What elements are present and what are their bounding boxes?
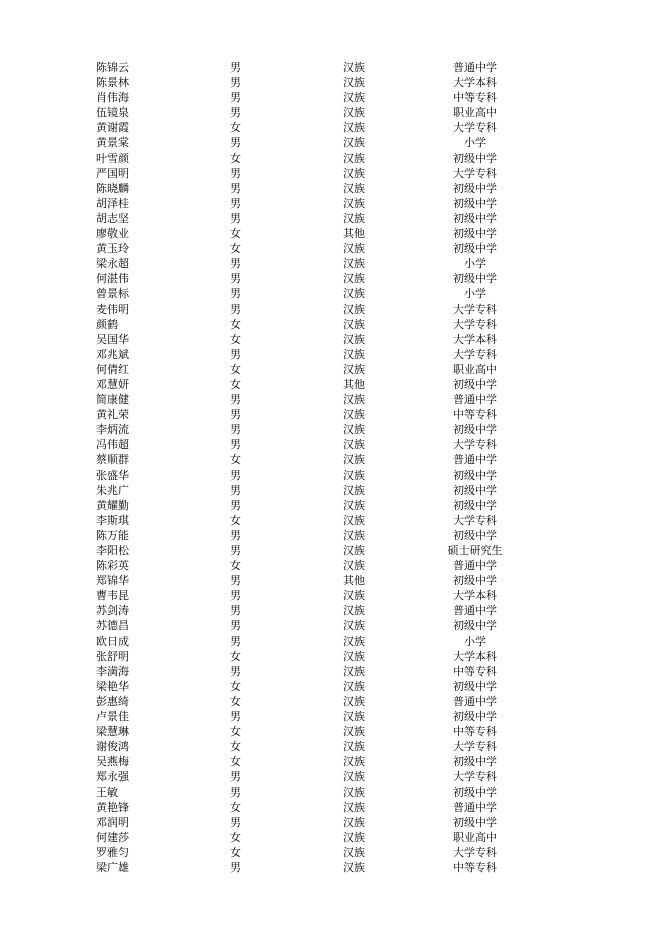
- ethnicity-cell: 汉族: [343, 106, 365, 120]
- gender-cell: 男: [230, 181, 241, 195]
- ethnicity-cell: 其他: [343, 377, 365, 391]
- name-cell: 苏剑涛: [96, 604, 129, 618]
- name-cell: 黄耀勤: [96, 498, 129, 512]
- name-cell: 胡志坚: [96, 211, 129, 225]
- education-cell: 中等专科: [453, 408, 497, 422]
- gender-cell: 男: [230, 619, 241, 633]
- gender-cell: 女: [230, 694, 241, 708]
- gender-cell: 女: [230, 830, 241, 844]
- ethnicity-cell: 汉族: [343, 755, 365, 769]
- ethnicity-cell: 汉族: [343, 770, 365, 784]
- ethnicity-cell: 汉族: [343, 740, 365, 754]
- gender-cell: 男: [230, 272, 241, 286]
- gender-cell: 男: [230, 860, 241, 874]
- ethnicity-cell: 汉族: [343, 483, 365, 497]
- ethnicity-cell: 汉族: [343, 393, 365, 407]
- gender-cell: 男: [230, 468, 241, 482]
- name-cell: 郑锦华: [96, 574, 129, 588]
- table-row: [0, 422, 662, 437]
- gender-cell: 女: [230, 845, 241, 859]
- education-cell: 中等专科: [453, 91, 497, 105]
- gender-cell: 男: [230, 166, 241, 180]
- name-cell: 彭惠绮: [96, 694, 129, 708]
- education-cell: 初级中学: [453, 211, 497, 225]
- table-row: [0, 271, 662, 286]
- gender-cell: 女: [230, 679, 241, 693]
- gender-cell: 女: [230, 453, 241, 467]
- table-row: [0, 468, 662, 483]
- gender-cell: 男: [230, 574, 241, 588]
- table-row: [0, 105, 662, 120]
- table-row: [0, 618, 662, 633]
- table-row: [0, 588, 662, 603]
- data-table: [0, 60, 662, 875]
- name-cell: 梁艳华: [96, 679, 129, 693]
- table-row: [0, 694, 662, 709]
- ethnicity-cell: 汉族: [343, 332, 365, 346]
- education-cell: 小学: [464, 634, 486, 648]
- table-row: [0, 649, 662, 664]
- name-cell: 陈景林: [96, 76, 129, 90]
- name-cell: 苏德昌: [96, 619, 129, 633]
- education-cell: 大学本科: [453, 649, 497, 663]
- ethnicity-cell: 其他: [343, 227, 365, 241]
- education-cell: 职业高中: [453, 106, 497, 120]
- education-cell: 大学专科: [453, 347, 497, 361]
- table-row: [0, 543, 662, 558]
- ethnicity-cell: 汉族: [343, 710, 365, 724]
- table-row: [0, 347, 662, 362]
- ethnicity-cell: 汉族: [343, 181, 365, 195]
- name-cell: 李阳松: [96, 544, 129, 557]
- education-cell: 中等专科: [453, 664, 497, 678]
- table-row: [0, 377, 662, 392]
- name-cell: 黄玉玲: [96, 242, 129, 256]
- ethnicity-cell: 汉族: [343, 347, 365, 361]
- ethnicity-cell: 汉族: [343, 619, 365, 633]
- gender-cell: 男: [230, 710, 241, 724]
- gender-cell: 男: [230, 347, 241, 361]
- ethnicity-cell: 汉族: [343, 242, 365, 256]
- education-cell: 初级中学: [453, 468, 497, 482]
- table-row: [0, 558, 662, 573]
- education-cell: 普通中学: [453, 694, 497, 708]
- name-cell: 邓兆斌: [96, 347, 129, 361]
- name-cell: 曾景标: [96, 287, 129, 301]
- ethnicity-cell: 汉族: [343, 815, 365, 829]
- table-row: [0, 362, 662, 377]
- education-cell: 大学专科: [453, 845, 497, 859]
- table-row: [0, 166, 662, 181]
- name-cell: 郑永强: [96, 770, 129, 784]
- gender-cell: 女: [230, 151, 241, 165]
- education-cell: 普通中学: [453, 559, 497, 573]
- gender-cell: 男: [230, 393, 241, 407]
- education-cell: 中等专科: [453, 860, 497, 874]
- gender-cell: 女: [230, 121, 241, 135]
- table-row: [0, 830, 662, 845]
- ethnicity-cell: 汉族: [343, 317, 365, 331]
- education-cell: 大学专科: [453, 302, 497, 316]
- table-row: [0, 860, 662, 875]
- name-cell: 邓润明: [96, 815, 129, 829]
- table-row: [0, 785, 662, 800]
- name-cell: 梁广雄: [96, 860, 129, 874]
- gender-cell: 女: [230, 377, 241, 391]
- name-cell: 何湛伟: [96, 272, 129, 286]
- education-cell: 初级中学: [453, 815, 497, 829]
- ethnicity-cell: 汉族: [343, 860, 365, 874]
- table-row: [0, 724, 662, 739]
- ethnicity-cell: 汉族: [343, 513, 365, 527]
- name-cell: 李斯琪: [96, 513, 129, 527]
- ethnicity-cell: 其他: [343, 574, 365, 588]
- gender-cell: 男: [230, 815, 241, 829]
- education-cell: 大学专科: [453, 513, 497, 527]
- table-row: [0, 513, 662, 528]
- ethnicity-cell: 汉族: [343, 76, 365, 90]
- ethnicity-cell: 汉族: [343, 272, 365, 286]
- gender-cell: 男: [230, 589, 241, 603]
- name-cell: 黄礼荣: [96, 408, 129, 422]
- education-cell: 初级中学: [453, 679, 497, 693]
- table-row: [0, 286, 662, 301]
- gender-cell: 女: [230, 242, 241, 256]
- education-cell: 初级中学: [453, 423, 497, 437]
- ethnicity-cell: 汉族: [343, 559, 365, 573]
- education-cell: 初级中学: [453, 498, 497, 512]
- name-cell: 简康健: [96, 393, 129, 407]
- gender-cell: 男: [230, 196, 241, 210]
- table-row: [0, 332, 662, 347]
- education-cell: 大学专科: [453, 317, 497, 331]
- gender-cell: 女: [230, 317, 241, 331]
- gender-cell: 女: [230, 513, 241, 527]
- table-row: [0, 75, 662, 90]
- ethnicity-cell: 汉族: [343, 61, 365, 74]
- education-cell: 初级中学: [453, 196, 497, 210]
- name-cell: 李満海: [96, 664, 129, 678]
- education-cell: 初级中学: [453, 377, 497, 391]
- name-cell: 梁慧琳: [96, 725, 129, 739]
- gender-cell: 男: [230, 423, 241, 437]
- gender-cell: 女: [230, 740, 241, 754]
- ethnicity-cell: 汉族: [343, 664, 365, 678]
- name-cell: 梁永超: [96, 257, 129, 271]
- gender-cell: 男: [230, 287, 241, 301]
- ethnicity-cell: 汉族: [343, 91, 365, 105]
- table-row: [0, 452, 662, 467]
- ethnicity-cell: 汉族: [343, 830, 365, 844]
- education-cell: 普通中学: [453, 453, 497, 467]
- table-row: [0, 211, 662, 226]
- gender-cell: 男: [230, 483, 241, 497]
- education-cell: 小学: [464, 287, 486, 301]
- table-row: [0, 437, 662, 452]
- name-cell: 陈晓麟: [96, 181, 129, 195]
- name-cell: 陈万能: [96, 528, 129, 542]
- name-cell: 伍镜泉: [96, 106, 129, 120]
- name-cell: 罗雅匀: [96, 845, 129, 859]
- ethnicity-cell: 汉族: [343, 136, 365, 150]
- gender-cell: 女: [230, 559, 241, 573]
- ethnicity-cell: 汉族: [343, 121, 365, 135]
- gender-cell: 男: [230, 106, 241, 120]
- table-row: [0, 60, 662, 75]
- name-cell: 张盛华: [96, 468, 129, 482]
- education-cell: 普通中学: [453, 393, 497, 407]
- education-cell: 初级中学: [453, 272, 497, 286]
- education-cell: 普通中学: [453, 604, 497, 618]
- table-row: [0, 407, 662, 422]
- name-cell: 何倩红: [96, 362, 129, 376]
- gender-cell: 男: [230, 770, 241, 784]
- gender-cell: 女: [230, 755, 241, 769]
- name-cell: 李炳流: [96, 423, 129, 437]
- gender-cell: 男: [230, 438, 241, 452]
- education-cell: 初级中学: [453, 227, 497, 241]
- ethnicity-cell: 汉族: [343, 785, 365, 799]
- table-row: [0, 634, 662, 649]
- education-cell: 大学专科: [453, 438, 497, 452]
- ethnicity-cell: 汉族: [343, 423, 365, 437]
- ethnicity-cell: 汉族: [343, 845, 365, 859]
- gender-cell: 女: [230, 800, 241, 814]
- education-cell: 大学专科: [453, 121, 497, 135]
- ethnicity-cell: 汉族: [343, 287, 365, 301]
- education-cell: 初级中学: [453, 483, 497, 497]
- education-cell: 初级中学: [453, 785, 497, 799]
- name-cell: 陈彩英: [96, 559, 129, 573]
- gender-cell: 男: [230, 211, 241, 225]
- education-cell: 小学: [464, 136, 486, 150]
- name-cell: 何建莎: [96, 830, 129, 844]
- name-cell: 张舒明: [96, 649, 129, 663]
- table-row: [0, 226, 662, 241]
- table-row: [0, 317, 662, 332]
- gender-cell: 男: [230, 76, 241, 90]
- table-row: [0, 845, 662, 860]
- ethnicity-cell: 汉族: [343, 211, 365, 225]
- table-row: [0, 241, 662, 256]
- ethnicity-cell: 汉族: [343, 649, 365, 663]
- education-cell: 初级中学: [453, 619, 497, 633]
- name-cell: 胡泽桂: [96, 196, 129, 210]
- education-cell: 中等专科: [453, 725, 497, 739]
- gender-cell: 男: [230, 634, 241, 648]
- education-cell: 大学本科: [453, 332, 497, 346]
- table-row: [0, 815, 662, 830]
- gender-cell: 女: [230, 649, 241, 663]
- gender-cell: 男: [230, 544, 241, 557]
- gender-cell: 女: [230, 332, 241, 346]
- education-cell: 大学专科: [453, 740, 497, 754]
- ethnicity-cell: 汉族: [343, 151, 365, 165]
- name-cell: 卢景佳: [96, 710, 129, 724]
- table-row: [0, 739, 662, 754]
- table-row: [0, 196, 662, 211]
- table-row: [0, 573, 662, 588]
- name-cell: 谢俊鸿: [96, 740, 129, 754]
- ethnicity-cell: 汉族: [343, 166, 365, 180]
- name-cell: 黄景棠: [96, 136, 129, 150]
- table-row: [0, 90, 662, 105]
- name-cell: 曹韦昆: [96, 589, 129, 603]
- name-cell: 颜鹤: [96, 317, 118, 331]
- name-cell: 吴燕梅: [96, 755, 129, 769]
- education-cell: 初级中学: [453, 242, 497, 256]
- table-row: [0, 483, 662, 498]
- table-row: [0, 120, 662, 135]
- ethnicity-cell: 汉族: [343, 800, 365, 814]
- ethnicity-cell: 汉族: [343, 634, 365, 648]
- table-row: [0, 679, 662, 694]
- ethnicity-cell: 汉族: [343, 468, 365, 482]
- gender-cell: 男: [230, 302, 241, 316]
- ethnicity-cell: 汉族: [343, 589, 365, 603]
- education-cell: 初级中学: [453, 151, 497, 165]
- ethnicity-cell: 汉族: [343, 725, 365, 739]
- name-cell: 陈锦云: [96, 61, 129, 74]
- table-row: [0, 754, 662, 769]
- name-cell: 欧日成: [96, 634, 129, 648]
- education-cell: 职业高中: [453, 830, 497, 844]
- gender-cell: 男: [230, 257, 241, 271]
- ethnicity-cell: 汉族: [343, 498, 365, 512]
- education-cell: 硕士研究生: [447, 544, 503, 557]
- ethnicity-cell: 汉族: [343, 453, 365, 467]
- gender-cell: 男: [230, 498, 241, 512]
- ethnicity-cell: 汉族: [343, 408, 365, 422]
- gender-cell: 男: [230, 528, 241, 542]
- ethnicity-cell: 汉族: [343, 196, 365, 210]
- gender-cell: 男: [230, 785, 241, 799]
- education-cell: 普通中学: [453, 800, 497, 814]
- table-row: [0, 302, 662, 317]
- ethnicity-cell: 汉族: [343, 679, 365, 693]
- education-cell: 职业高中: [453, 362, 497, 376]
- ethnicity-cell: 汉族: [343, 694, 365, 708]
- name-cell: 叶雪颜: [96, 151, 129, 165]
- name-cell: 麦伟明: [96, 302, 129, 316]
- education-cell: 大学本科: [453, 76, 497, 90]
- table-row: [0, 392, 662, 407]
- table-row: [0, 498, 662, 513]
- education-cell: 大学专科: [453, 770, 497, 784]
- gender-cell: 男: [230, 664, 241, 678]
- table-row: [0, 151, 662, 166]
- table-row: [0, 528, 662, 543]
- education-cell: 初级中学: [453, 528, 497, 542]
- ethnicity-cell: 汉族: [343, 544, 365, 557]
- education-cell: 大学本科: [453, 589, 497, 603]
- gender-cell: 女: [230, 362, 241, 376]
- name-cell: 蔡顺群: [96, 453, 129, 467]
- ethnicity-cell: 汉族: [343, 438, 365, 452]
- education-cell: 初级中学: [453, 574, 497, 588]
- name-cell: 王敏: [96, 785, 118, 799]
- gender-cell: 男: [230, 408, 241, 422]
- name-cell: 吴国华: [96, 332, 129, 346]
- table-row: [0, 256, 662, 271]
- gender-cell: 男: [230, 61, 241, 74]
- table-row: [0, 181, 662, 196]
- education-cell: 初级中学: [453, 181, 497, 195]
- ethnicity-cell: 汉族: [343, 302, 365, 316]
- ethnicity-cell: 汉族: [343, 604, 365, 618]
- gender-cell: 男: [230, 91, 241, 105]
- education-cell: 普通中学: [453, 61, 497, 74]
- name-cell: 廖敬业: [96, 227, 129, 241]
- name-cell: 邓慧妍: [96, 377, 129, 391]
- name-cell: 严国明: [96, 166, 129, 180]
- name-cell: 冯伟超: [96, 438, 129, 452]
- ethnicity-cell: 汉族: [343, 528, 365, 542]
- name-cell: 黄艳锋: [96, 800, 129, 814]
- name-cell: 肖伟海: [96, 91, 129, 105]
- gender-cell: 男: [230, 136, 241, 150]
- table-row: [0, 709, 662, 724]
- table-row: [0, 135, 662, 150]
- table-row: [0, 664, 662, 679]
- gender-cell: 女: [230, 725, 241, 739]
- education-cell: 大学专科: [453, 166, 497, 180]
- table-row: [0, 603, 662, 618]
- name-cell: 黄谢霞: [96, 121, 129, 135]
- gender-cell: 女: [230, 227, 241, 241]
- gender-cell: 男: [230, 604, 241, 618]
- ethnicity-cell: 汉族: [343, 362, 365, 376]
- education-cell: 初级中学: [453, 755, 497, 769]
- table-row: [0, 800, 662, 815]
- education-cell: 小学: [464, 257, 486, 271]
- table-row: [0, 769, 662, 784]
- name-cell: 朱兆广: [96, 483, 129, 497]
- education-cell: 初级中学: [453, 710, 497, 724]
- ethnicity-cell: 汉族: [343, 257, 365, 271]
